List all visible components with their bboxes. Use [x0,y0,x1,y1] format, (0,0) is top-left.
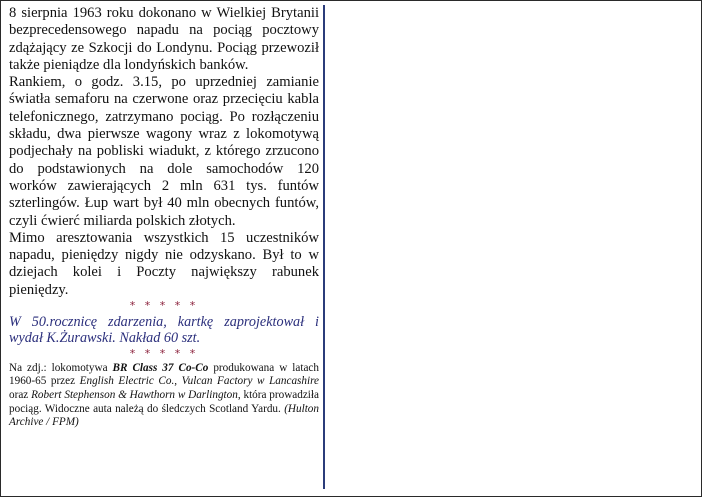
star-divider-top: * * * * * [129,299,199,313]
anniversary-note: W 50.rocznicę zdarzenia, kartkę zaprojektował i wydał K.Żurawski. Nakład 60 szt. [9,314,319,347]
article-paragraph-1: 8 sierpnia 1963 roku dokonano w Wielkiej Brytanii bezprecedensowego napadu na pociąg pocztowy zdążający ze Szkocji do Londynu. Pociąg przewoził także pieniądze dla londyńskich banków. [9,5,319,73]
text-column [9,5,325,489]
photo-credit: (Hulton Archive / FPM) [9,402,319,429]
caption-text-3: , która prowadziła pociąg. Widoczne auta należą do śledczych Scotland Yardu. [9,389,319,415]
caption-text-2: oraz [9,389,32,402]
star-divider-bottom: * * * * * [129,346,199,360]
article-paragraph-2: Rankiem, o godz. 3.15, po uprzedniej zamianie światła semaforu na czerwone oraz przecięciu kabla telefonicznego, zatrzymano pociąg. Po rozłączeniu składu, dwa pierwsze wagony wraz z lokomotywą podjechały na pobliski wiadukt, z którego zrzucono do podstawionych na dole samochodów 120 worków zawierających 2 mln 631 tys. funtów szterlingów. Łup wart był 40 mln obecnych funtów, czyli ćwierć miliarda polskich złotych. [9,74,319,229]
article-paragraph-3: Mimo aresztowania wszystkich 15 uczestników napadu, pieniędzy nigdy nie odzyskano. Był to w dziejach kolei i Poczty największy rabunek pieniędzy. [9,229,319,298]
locomotive-name: BR Class 37 Co-Co [112,361,209,374]
caption-text-1: produkowana w latach 1960-65 przez [9,361,319,388]
caption-intro: Na zdj.: lokomotywa [9,361,113,374]
manufacturer-1: English Electric Co., Vulcan Factory w Lancashire [79,375,319,388]
photo-caption [9,362,319,430]
manufacturer-2: Robert Stephenson & Hawthorn w Darlington [31,389,238,402]
